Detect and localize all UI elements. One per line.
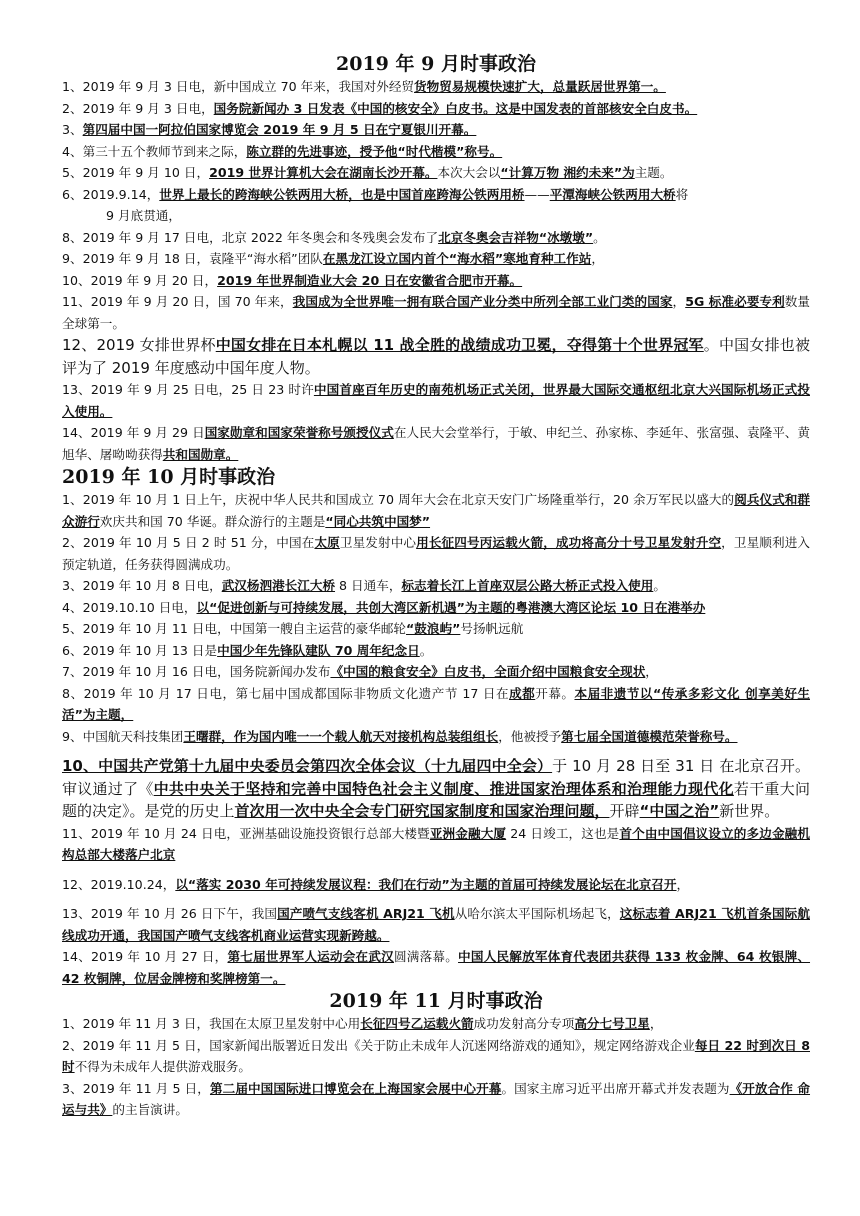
body-text: 。中国女排也被评为了 2019 年度感动中国年度人物。 xyxy=(62,336,811,377)
body-text: 8、2019 年 10 月 17 日电，第七届中国成都国际非物质文化遗产节 17 日在 xyxy=(62,685,510,701)
news-item xyxy=(62,76,810,98)
body-text: 1、2019 年 11 月 3 日，我国在太原卫星发射中心用 xyxy=(62,1016,361,1031)
highlight-text: 王曙群，作为国内唯一一个载人航天对接机构总装组组长 xyxy=(183,728,499,744)
body-text: 24 日竣工，这也是 xyxy=(506,825,620,841)
body-text: 9、2019 年 9 月 18 日，袁隆平“海水稻”团队 xyxy=(62,251,323,266)
highlight-text: 这标志着 ARJ21 飞机首条国际航线成功开通，我国国产喷气支线客机商业运营实现新跨越。 xyxy=(62,906,810,943)
news-item xyxy=(62,141,810,163)
highlight-text: 中国少年先锋队建队 70 周年纪念日 xyxy=(217,642,420,658)
body-text: 开幕。 xyxy=(535,685,575,701)
body-text: 14、2019 年 10 月 27 日， xyxy=(62,949,228,964)
body-text: 2、2019 年 9 月 3 日电， xyxy=(62,100,214,116)
body-text: 13、2019 年 10 月 26 日下午，我国 xyxy=(62,906,278,921)
highlight-text: 长征四号乙运载火箭 xyxy=(360,1016,474,1031)
body-text: 13、2019 年 9 月 25 日电，25 日 23 时许 xyxy=(62,382,314,397)
body-text: 圆满落幕。 xyxy=(393,949,459,964)
news-item xyxy=(62,489,810,532)
body-text: 7、2019 年 10 月 16 日电，国务院新闻办发布 xyxy=(62,664,331,679)
body-text: 12、2019.10.24， xyxy=(62,876,176,892)
highlight-text: 国务院新闻办 3 日发表《中国的核安全》白皮书。这是中国发表的首部核安全白皮书。 xyxy=(213,100,698,116)
body-text: 12、2019 女排世界杯 xyxy=(62,336,216,354)
body-text: 1、2019 年 9 月 3 日电，新中国成立 70 年来，我国对外经贸 xyxy=(62,79,415,94)
body-text: 的主旨演讲。 xyxy=(112,1102,188,1117)
news-item xyxy=(62,755,810,823)
highlight-text: 第二届中国国际进口博览会在上海国家会展中心开幕 xyxy=(209,1080,502,1096)
body-text: ， xyxy=(672,294,686,309)
highlight-text: 中国首座百年历史的南苑机场正式关闭，世界最大国际交通枢纽北京大兴国际机场正式投入使用。 xyxy=(62,382,810,419)
body-text: 。 xyxy=(419,642,433,658)
news-item xyxy=(62,597,810,619)
highlight-text: 平潭海峡公铁两用大桥 xyxy=(549,186,676,202)
highlight-text: 首个由中国倡议设立的多边金融机构总部大楼落户北京 xyxy=(62,825,810,862)
body-text: —— xyxy=(524,186,550,202)
body-text: 9 月底贯通， xyxy=(106,208,181,223)
body-text: 号扬帆远航 xyxy=(460,621,524,636)
highlight-text: 在黑龙江设立国内首个“海水稻”寒地育种工作站 xyxy=(322,251,592,266)
body-text: 4、2019.10.10 日电， xyxy=(62,599,197,615)
highlight-text: “同心共筑中国梦” xyxy=(325,513,431,529)
body-text: 。 xyxy=(593,229,606,245)
highlight-text: 10 日在港举办 xyxy=(616,599,706,615)
highlight-text: 2019 世界计算机大会在湖南长沙开幕。 xyxy=(209,165,438,180)
body-text: 3、 xyxy=(62,122,83,137)
body-text: 卫星发射中心 xyxy=(339,535,417,550)
body-text: 新世界。 xyxy=(719,802,780,820)
news-item xyxy=(62,334,810,379)
highlight-text: 中共中央关于坚持和完善中国特色社会主义制度、推进国家治理体系和治理能力现代化 xyxy=(153,779,734,798)
news-item xyxy=(62,422,810,465)
highlight-text: 中国女排在日本札幌以 11 战全胜的战绩成功卫冕，夺得第十个世界冠军 xyxy=(215,336,704,354)
news-item xyxy=(62,1035,810,1078)
news-item-continuation xyxy=(62,205,810,227)
highlight-text: “计算万物 湘约未来”为 xyxy=(500,165,635,180)
body-text: 成功发射高分专项 xyxy=(473,1016,575,1031)
highlight-text: 10、中国共产党第十九届中央委员会第四次全体会议（十九届四中全会） xyxy=(62,757,553,775)
highlight-text: 成都 xyxy=(509,685,536,701)
highlight-text: 首次用一次中央全会专门研究国家制度和国家治理问题， xyxy=(234,802,610,820)
highlight-text: 国产喷气支线客机 ARJ21 飞机 xyxy=(277,906,455,921)
section-title-october: 2019 年 10 月时事政治 xyxy=(62,466,276,488)
body-text: 从哈尔滨太平国际机场起飞， xyxy=(454,906,620,921)
body-text: 11、2019 年 9 月 20 日，国 70 年来， xyxy=(62,294,293,309)
body-text: 2、2019 年 11 月 5 日，国家新闻出版署近日发出《关于防止未成年人沉迷网络游戏的通知》，规定网络游戏企业 xyxy=(62,1037,695,1053)
section-october xyxy=(62,489,810,989)
body-text: 1、2019 年 10 月 1 日上午，庆祝中华人民共和国成立 70 周年大会在北京天安门广场隆重举行，20 余万军民以盛大的 xyxy=(62,492,735,507)
section-title-september: 2019 年 9 月时事政治 xyxy=(336,53,536,75)
highlight-text: 本届非遗节以“传承多彩文化 创享美好生活”为主题， xyxy=(62,685,810,722)
highlight-text: 亚洲金融大厦 xyxy=(429,825,507,841)
body-text: 。国家主席习近平出席开幕式并发表题为 xyxy=(501,1080,730,1096)
highlight-text: 国家勋章和国家荣誉称号颁授仪式 xyxy=(204,425,394,440)
body-text: 欢庆共和国 70 华诞。群众游行的主题是 xyxy=(99,513,326,529)
highlight-text: 5G 标准必要专利 xyxy=(685,294,785,309)
highlight-text: 武汉杨泗港长江大桥 xyxy=(221,578,336,593)
highlight-text: 第七届世界军人运动会在武汉 xyxy=(227,949,394,964)
highlight-text: 中国人民解放军体育代表团共获得 133 枚金牌、64 枚银牌、42 枚铜牌，位居金牌榜和奖牌榜第一。 xyxy=(62,949,811,986)
news-item xyxy=(62,946,810,989)
body-text: 本次大会以 xyxy=(437,165,501,180)
body-text: 10、2019 年 9 月 20 日， xyxy=(62,272,218,288)
body-text: 若干重大问题的决定》。是党的历史上 xyxy=(62,779,810,820)
news-item xyxy=(62,227,810,249)
body-text: 3、2019 年 11 月 5 日， xyxy=(62,1080,210,1096)
highlight-text: 共和国勋章。 xyxy=(162,446,239,462)
highlight-text: 阅兵仪式和群众游行 xyxy=(62,492,810,529)
news-item xyxy=(62,98,810,120)
body-text: 5、2019 年 9 月 10 日， xyxy=(62,165,210,180)
body-text: 不得为未成年人提供游戏服务。 xyxy=(74,1059,251,1074)
body-text: 主题。 xyxy=(634,165,673,180)
highlight-text: 《开放合作 命运与共》 xyxy=(62,1080,811,1117)
highlight-text: 标志着长江上首座双层公路大桥正式投入使用 xyxy=(401,578,654,593)
body-text: 9、中国航天科技集团 xyxy=(62,728,184,744)
news-item xyxy=(62,248,810,270)
body-text: 于 10 月 28 日至 31 日 在北京召开。审议通过了《 xyxy=(62,757,810,798)
highlight-text: 以“促进创新与可持续发展，共创大湾区新机遇”为主题的 xyxy=(196,599,516,615)
highlight-text: 北京冬奥会吉祥物“冰墩墩” xyxy=(438,229,594,245)
section-title-november: 2019 年 11 月时事政治 xyxy=(329,990,543,1012)
body-text: 8 日通车， xyxy=(335,578,402,593)
highlight-text: “鼓浪屿” xyxy=(406,621,461,636)
body-text: ， xyxy=(676,876,690,892)
news-item xyxy=(62,640,810,662)
news-item xyxy=(62,823,810,866)
body-text: 11、2019 年 10 月 24 日电，亚洲基础设施投资银行总部大楼暨 xyxy=(62,825,430,841)
highlight-text: 世界上最长的跨海峡公铁两用大桥，也是中国首座跨海公铁两用桥 xyxy=(159,186,525,202)
body-text: 3、2019 年 10 月 8 日电， xyxy=(62,578,222,593)
body-text: ，他被授予 xyxy=(498,728,562,744)
news-item xyxy=(62,661,810,683)
body-text: 在人民大会堂举行，于敏、申纪兰、孙家栋、李延年、张富强、袁隆平、黄旭华、屠呦呦获得 xyxy=(62,425,811,462)
news-item xyxy=(62,874,810,896)
news-item xyxy=(62,1013,810,1035)
news-item xyxy=(62,119,810,141)
news-item xyxy=(62,184,810,206)
body-text: 8、2019 年 9 月 17 日电，北京 2022 年冬奥会和冬残奥会发布了 xyxy=(62,229,439,245)
highlight-text: 货物贸易规模快速扩大，总量跃居世界第一。 xyxy=(414,79,666,94)
news-item xyxy=(62,291,810,334)
highlight-text: 用长征四号丙运载火箭，成功将高分十号卫星发射升空 xyxy=(416,535,722,550)
body-text: 14、2019 年 9 月 29 日 xyxy=(62,425,205,440)
body-text: 将 xyxy=(675,186,689,202)
highlight-text: 高分七号卫星 xyxy=(574,1016,650,1031)
body-text: ， xyxy=(649,1016,663,1031)
news-item xyxy=(62,575,810,597)
body-text: 4、第三十五个教师节到来之际， xyxy=(62,143,247,159)
section-september xyxy=(62,76,810,465)
highlight-text: 2019 年世界制造业大会 20 日在安徽省合肥市开幕。 xyxy=(217,272,523,288)
highlight-text: “中国之治” xyxy=(639,802,720,820)
news-item xyxy=(62,903,810,946)
body-text: 6、2019 年 10 月 13 日是 xyxy=(62,642,218,658)
news-item xyxy=(62,726,810,748)
highlight-text: 第四届中国一阿拉伯国家博览会 2019 年 9 月 5 日在宁夏银川开幕。 xyxy=(82,122,477,137)
body-text: 6、2019.9.14， xyxy=(62,186,160,202)
highlight-text: 每日 22 时到次日 8 时 xyxy=(62,1037,810,1074)
body-text: 5、2019 年 10 月 11 日电，中国第一艘自主运营的豪华邮轮 xyxy=(62,621,407,636)
news-item xyxy=(62,532,810,575)
body-text: 2、2019 年 10 月 5 日 2 时 51 分，中国在 xyxy=(62,535,315,550)
news-item xyxy=(62,379,810,422)
highlight-text: 太原 xyxy=(314,535,340,550)
news-item xyxy=(62,683,810,726)
section-november xyxy=(62,1013,810,1121)
news-item xyxy=(62,162,810,184)
news-item xyxy=(62,1078,810,1121)
body-text: 。 xyxy=(653,578,666,593)
body-text: ，卫星顺利进入预定轨道，任务获得圆满成功。 xyxy=(62,535,811,572)
body-text: ， xyxy=(645,664,658,679)
news-item xyxy=(62,618,810,640)
highlight-text: 陈立群的先进事迹，授予他“时代楷模”称号。 xyxy=(246,143,503,159)
body-text: ， xyxy=(591,251,604,266)
highlight-text: 《中国的粮食安全》白皮书，全面介绍中国粮食安全现状 xyxy=(330,664,646,679)
body-text: 开辟 xyxy=(609,802,640,820)
highlight-text: 以“落实 2030 年可持续发展议程：我们在行动”为主题的首届可持续发展论坛在北京召开 xyxy=(175,876,677,892)
highlight-text: 第七届全国道德模范荣誉称号。 xyxy=(561,728,738,744)
news-item xyxy=(62,270,810,292)
body-text: 数量全球第一。 xyxy=(62,294,811,331)
highlight-text: 我国成为全世界唯一拥有联合国产业分类中所列全部工业门类的国家 xyxy=(292,294,673,309)
highlight-text: 粤港澳大湾区论坛 xyxy=(515,599,617,615)
